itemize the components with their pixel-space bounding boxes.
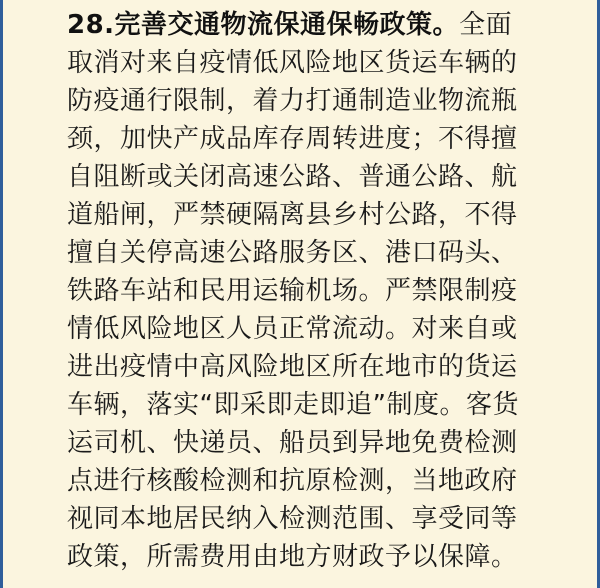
text-line: 车辆，落实“即采即走即追”制度。客货 xyxy=(67,390,519,420)
text-line: 点进行核酸检测和抗原检测，当地政府 xyxy=(67,466,518,496)
text-line: 颈，加快产成品库存周转进度；不得擅 xyxy=(67,124,518,154)
text-line: 进出疫情中高风险地区所在地市的货运 xyxy=(67,352,518,382)
text-line: 情低风险地区人员正常流动。对来自或 xyxy=(67,314,518,344)
text-line: 政策，所需费用由地方财政予以保障。 xyxy=(67,542,518,572)
policy-text-block xyxy=(67,6,587,576)
text-line: 防疫通行限制，着力打通制造业物流瓶 xyxy=(67,86,518,116)
text-line: 铁路车站和民用运输机场。严禁限制疫 xyxy=(67,276,518,306)
text-line: 自阻断或关闭高速公路、普通公路、航 xyxy=(67,162,518,192)
text-line xyxy=(67,6,587,44)
text-line: 运司机、快递员、船员到异地免费检测 xyxy=(67,428,518,458)
text-line: 视同本地居民纳入检测范围、享受同等 xyxy=(67,504,518,534)
text-line-segment: 全面 xyxy=(459,10,513,40)
text-line: 擅自关停高速公路服务区、港口码头、 xyxy=(67,238,518,268)
text-line: 道船闸，严禁硬隔离县乡村公路，不得 xyxy=(67,200,518,230)
text-line: 取消对来自疫情低风险地区货运车辆的 xyxy=(67,48,518,78)
policy-heading: 28.完善交通物流保通保畅政策。 xyxy=(67,10,460,40)
